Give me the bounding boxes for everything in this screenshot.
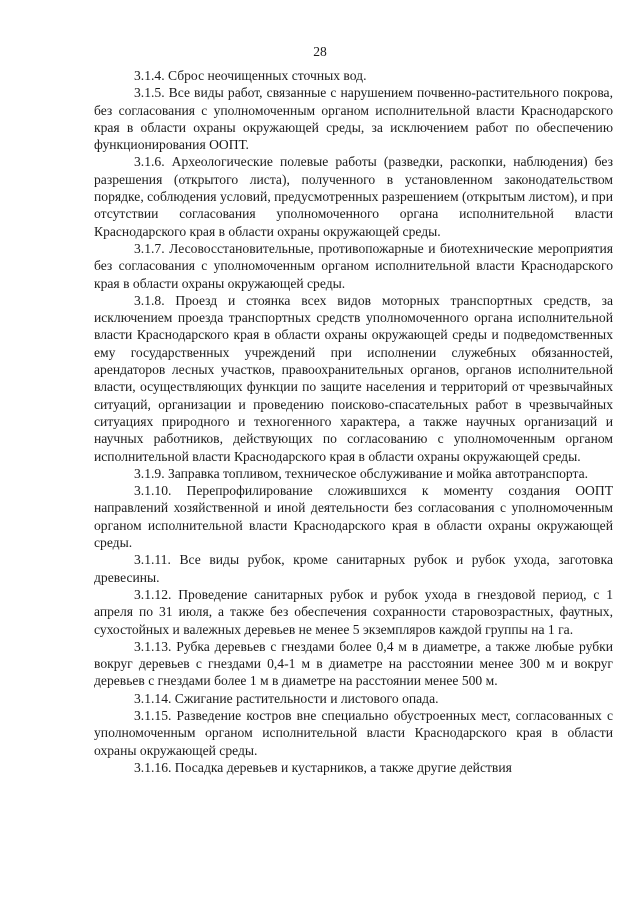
document-body: [94, 67, 613, 776]
paragraph-3-1-15: 3.1.15. Разведение костров вне специально обустроенных мест, согласованных с уполномоченным органом исполнительной власти Краснодарского края в области охраны окружающей среды.: [94, 707, 613, 758]
paragraph-3-1-13: 3.1.13. Рубка деревьев с гнездами более 0,4 м в диаметре, а также любые рубки вокруг деревьев с гнездами 0,4-1 м в диаметре на расстоянии менее 300 м и вокруг деревьев с гнездами более 1 м в диаметре на расстоянии менее 500 м.: [94, 638, 613, 689]
page-number: 28: [313, 44, 327, 59]
paragraph-3-1-12: 3.1.12. Проведение санитарных рубок и рубок ухода в гнездовой период, с 1 апреля по 31 июля, а также без обеспечения сохранности старовозрастных, фаутных, сухостойных и валежных деревьев не менее 5 экземпляров каждой группы на 1 га.: [94, 586, 613, 637]
paragraph-3-1-16: 3.1.16. Посадка деревьев и кустарников, а также другие действия: [134, 759, 512, 775]
paragraph-3-1-9: 3.1.9. Заправка топливом, техническое обслуживание и мойка автотранспорта.: [134, 465, 589, 481]
paragraph-3-1-10: 3.1.10. Перепрофилирование сложившихся к моменту создания ООПТ направлений хозяйственной и иной деятельности без согласования с уполномоченным органом исполнительной власти Краснодарского края в области охраны окружающей среды.: [94, 483, 613, 551]
paragraph-3-1-11: 3.1.11. Все виды рубок, кроме санитарных рубок и рубок ухода, заготовка древесины.: [94, 552, 613, 585]
paragraph-3-1-8: 3.1.8. Проезд и стоянка всех видов моторных транспортных средств, за исключением проезда транспортных средств уполномоченного органа исполнительной власти Краснодарского края в области охраны окружающей среды и подведомственных ему государственных учреждений при исполнении служебных обязанностей, арендаторов лесных участков, правоохранительных органов, органов исполнительной власти, осуществляющих функции по защите населения и территорий от чрезвычайных ситуаций, организации и проведению поисково-спасательных работ в чрезвычайных ситуациях природного и техногенного характера, а также научных организаций и научных работников, действующих по согласованию с уполномоченным органом исполнительной власти Краснодарского края в области охраны окружающей среды.: [94, 292, 613, 464]
paragraph-3-1-6: 3.1.6. Археологические полевые работы (разведки, раскопки, наблюдения) без разрешения (открытого листа), полученного в установленном законодательством порядке, соблюдения условий, предусмотренных разрешением (открытым листом), и при отсутствии согласования уполномоченного органа исполнительной власти Краснодарского края в области охраны окружающей среды.: [94, 154, 613, 239]
paragraph-3-1-4: 3.1.4. Сброс неочищенных сточных вод.: [134, 68, 367, 83]
paragraph-3-1-7: 3.1.7. Лесовосстановительные, противопожарные и биотехнические мероприятия без согласования с уполномоченным органом исполнительной власти Краснодарского края в области охраны окружающей среды.: [94, 240, 613, 291]
paragraph-3-1-5: 3.1.5. Все виды работ, связанные с нарушением почвенно-растительного покрова, без согласования с уполномоченным органом исполнительной власти Краснодарского края в области охраны окружающей среды, за исключением работ по обеспечению функционирования ООПТ.: [94, 85, 613, 153]
paragraph-3-1-14: 3.1.14. Сжигание растительности и листового опада.: [134, 690, 439, 706]
